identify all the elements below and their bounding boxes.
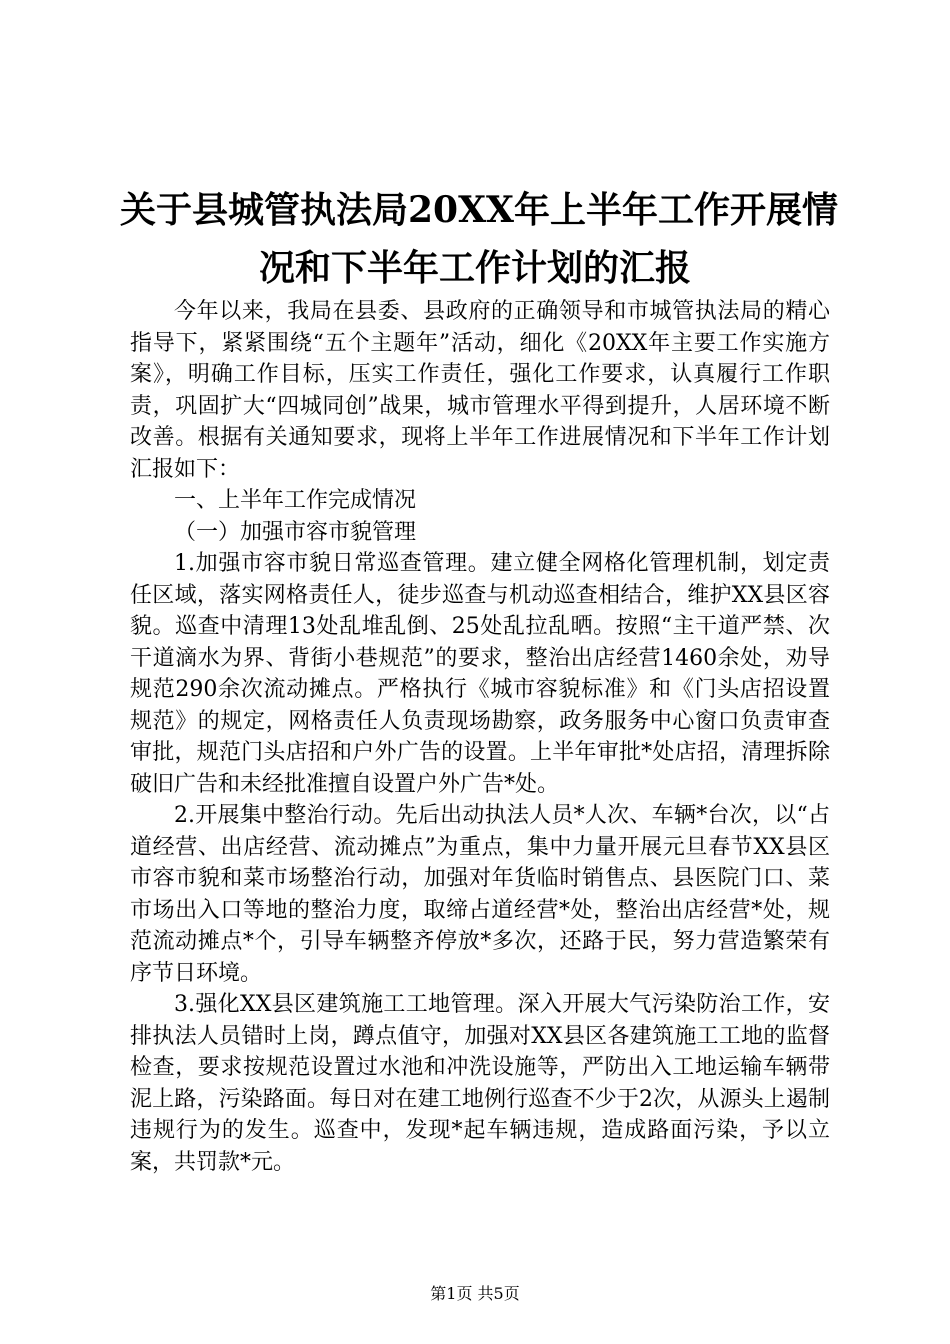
document-title-line-1: 关于县城管执法局20XX年上半年工作开展情 — [120, 189, 838, 231]
document-body — [130, 296, 830, 1178]
section-heading: 一、上半年工作完成情况 — [174, 488, 417, 513]
subsection-heading: （一）加强市容市貌管理 — [174, 519, 417, 545]
document-title-line-2: 况和下半年工作计划的汇报 — [258, 247, 691, 289]
item-paragraph-1: 1.加强市容市貌日常巡查管理。建立健全网格化管理机制，划定责任区域，落实网格责任人，徒步巡查与机动巡查相结合，维护XX县区容貌。巡查中清理13处乱堆乱倒、25处乱拉乱晒。按照“主干道严禁、次干道滴水为界、背街小巷规范”的要求，整治出店经营1460余处，劝导规范290余次流动摊点。严格执行《城市容貌标准》和《门头店招设置规范》的规定，网格责任人负责现场勘察，政务服务中心窗口负责审查审批，规范门头店招和户外广告的设置。上半年审批*处店招，清理拆除破旧广告和未经批准擅自设置户外广告*处。 — [130, 551, 830, 797]
item-paragraph-2: 2.开展集中整治行动。先后出动执法人员*人次、车辆*台次，以“占道经营、出店经营、流动摊点”为重点，集中力量开展元旦春节XX县区市容市貌和菜市场整治行动，加强对年货临时销售点、县医院门口、菜市场出入口等地的整治力度，取缔占道经营*处，整治出店经营*处，规范流动摊点*个，引导车辆整齐停放*多次，还路于民，努力营造繁荣有序节日环境。 — [130, 803, 830, 986]
page-footer: 第1页 共5页 — [430, 1284, 520, 1303]
intro-paragraph: 今年以来，我局在县委、县政府的正确领导和市城管执法局的精心指导下，紧紧围绕“五个主题年”活动，细化《20XX年主要工作实施方案》，明确工作目标，压实工作责任，强化工作要求，认真履行工作职责，巩固扩大“四城同创”战果，城市管理水平得到提升，人居环境不断改善。根据有关通知要求，现将上半年工作进展情况和下半年工作计划汇报如下： — [130, 299, 830, 482]
item-paragraph-3: 3.强化XX县区建筑施工工地管理。深入开展大气污染防治工作，安排执法人员错时上岗，蹲点值守，加强对XX县区各建筑施工工地的监督检查，要求按规范设置过水池和冲洗设施等，严防出入工地运输车辆带泥上路，污染路面。每日对在建工地例行巡查不少于2次，从源头上遏制违规行为的发生。巡查中，发现*起车辆违规，造成路面污染，予以立案，共罚款*元。 — [130, 992, 830, 1175]
